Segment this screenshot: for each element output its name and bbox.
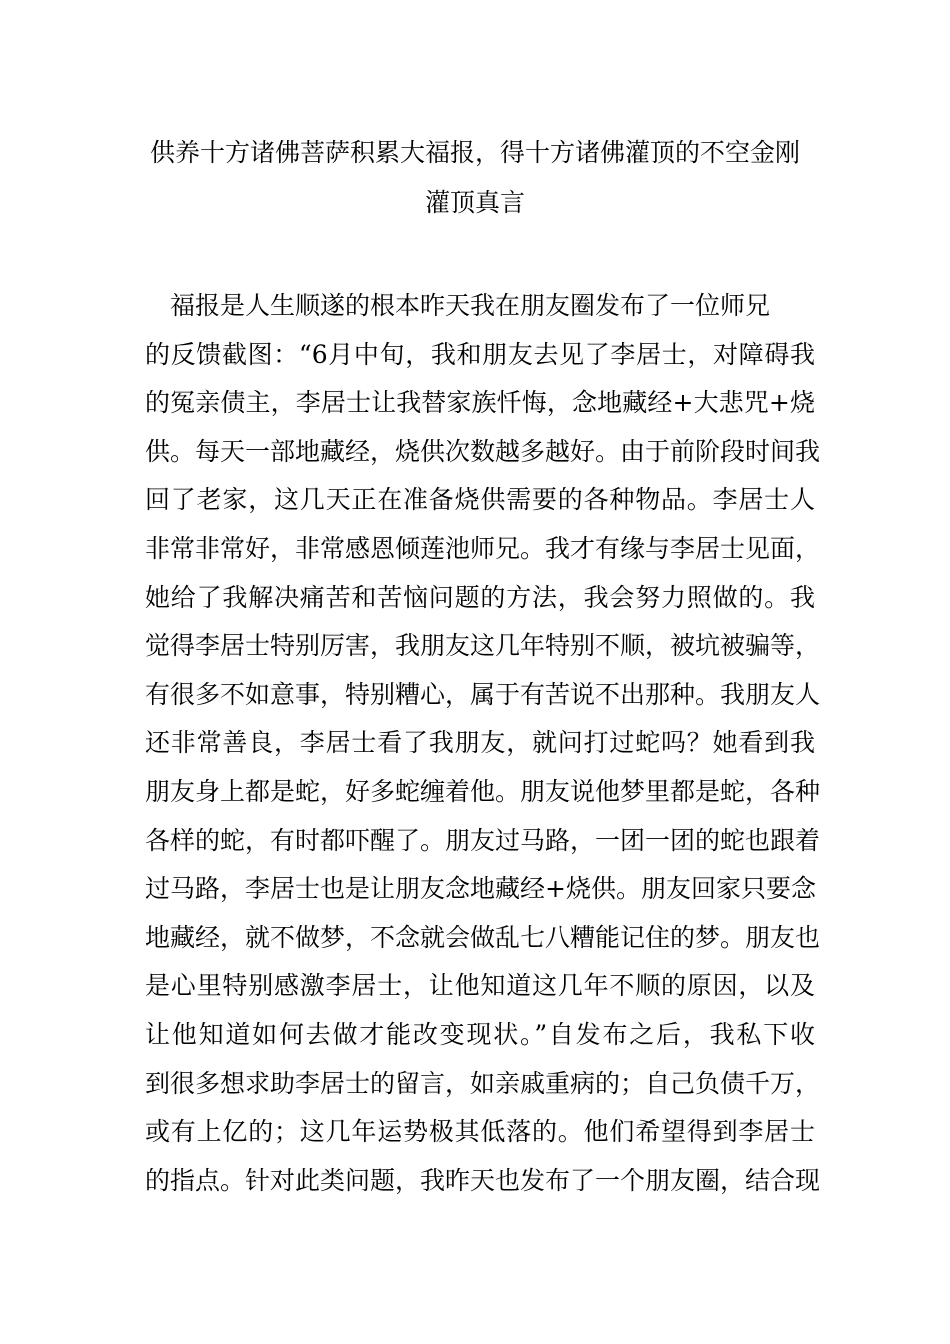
title-line-2: 灌顶真言 — [424, 188, 525, 217]
body-line: 地藏经，就不做梦，不念就会做乱七八糟能记住的梦。朋友也 — [145, 922, 821, 952]
body-line: 的指点。针对此类问题，我昨天也发布了一个朋友圈，结合现 — [145, 1165, 821, 1195]
body-line: 到很多想求助李居士的留言，如亲戚重病的；自己负债千万， — [145, 1068, 821, 1098]
body-line: 是心里特别感激李居士，让他知道这几年不顺的原因，以及 — [145, 971, 815, 1001]
body-line: 各样的蛇，有时都吓醒了。朋友过马路，一团一团的蛇也跟着 — [145, 825, 821, 855]
body-line: 的反馈截图：“6月中旬，我和朋友去见了李居士，对障碍我 — [145, 339, 815, 369]
body-paragraph — [145, 282, 821, 1205]
body-line: 有很多不如意事，特别糟心，属于有苦说不出那种。我朋友人 — [145, 679, 821, 709]
body-line: 朋友身上都是蛇，好多蛇缠着他。朋友说他梦里都是蛇，各种 — [145, 776, 821, 806]
body-line: 让他知道如何去做才能改变现状。”自发布之后，我私下收 — [145, 1019, 815, 1049]
body-line: 的冤亲债主，李居士让我替家族忏悔，念地藏经+大悲咒+烧 — [145, 388, 815, 418]
body-line: 觉得李居士特别厉害，我朋友这几年特别不顺，被坑被骗等， — [145, 631, 821, 661]
body-line: 还非常善良，李居士看了我朋友，就问打过蛇吗？她看到我 — [145, 728, 815, 758]
document-title — [0, 128, 950, 228]
body-line: 非常非常好，非常感恩倾莲池师兄。我才有缘与李居士见面， — [145, 533, 821, 563]
body-line: 回了老家，这几天正在准备烧供需要的各种物品。李居士人 — [145, 485, 815, 515]
body-line: 或有上亿的；这几年运势极其低落的。他们希望得到李居士 — [145, 1117, 815, 1147]
body-line: 供。每天一部地藏经，烧供次数越多越好。由于前阶段时间我 — [145, 436, 821, 466]
title-line-1: 供养十方诸佛菩萨积累大福报，得十方诸佛灌顶的不空金刚 — [149, 138, 800, 167]
body-line: 她给了我解决痛苦和苦恼问题的方法，我会努力照做的。我 — [145, 582, 815, 612]
body-line: 福报是人生顺遂的根本昨天我在朋友圈发布了一位师兄 — [170, 291, 771, 320]
body-line: 过马路，李居士也是让朋友念地藏经+烧供。朋友回家只要念 — [145, 874, 816, 904]
